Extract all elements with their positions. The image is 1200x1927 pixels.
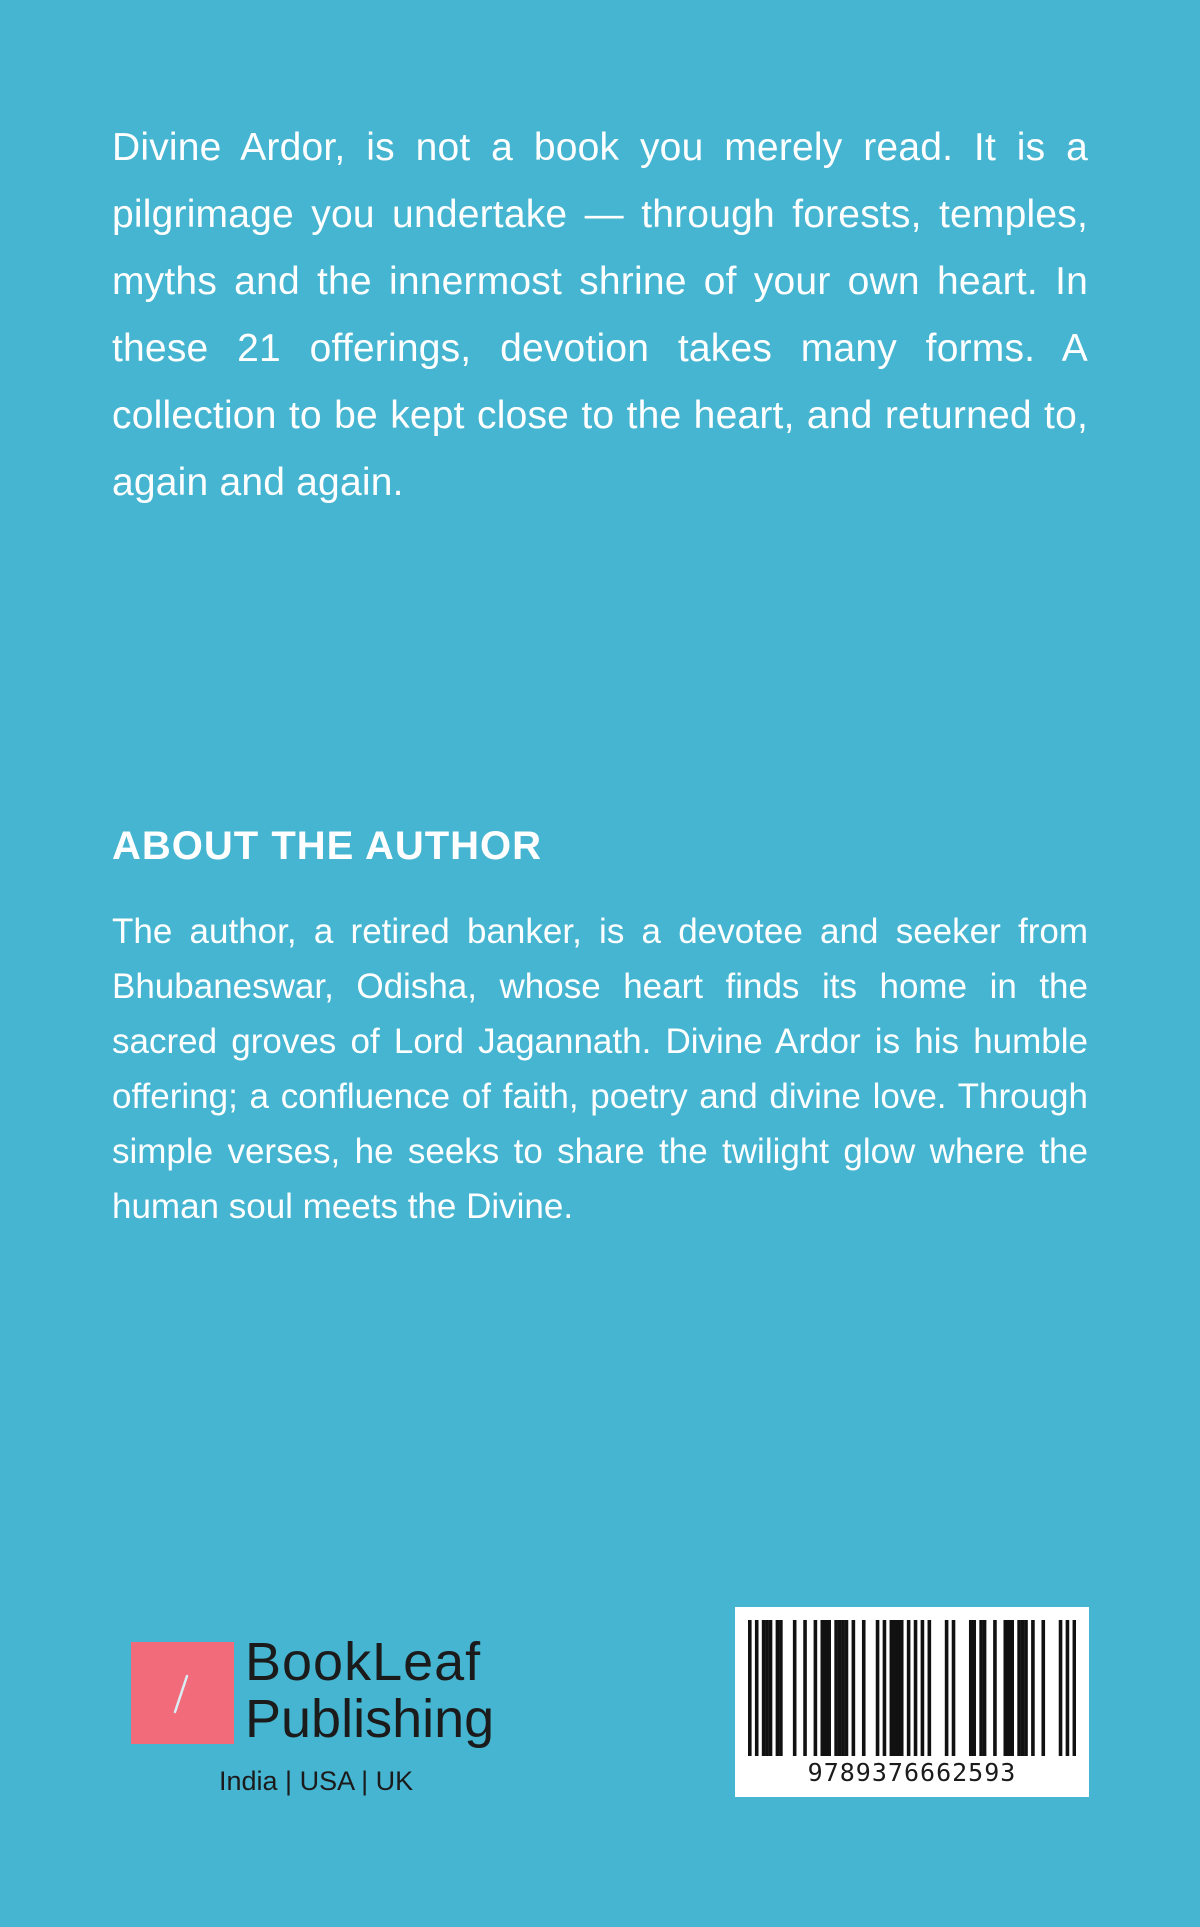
barcode-bar bbox=[814, 1620, 818, 1756]
about-author-heading: ABOUT THE AUTHOR bbox=[112, 824, 543, 868]
barcode-bar bbox=[883, 1620, 887, 1756]
barcode-bar bbox=[969, 1620, 973, 1756]
barcode-bar bbox=[755, 1620, 759, 1756]
barcode-bar bbox=[979, 1620, 983, 1756]
publisher-name-line2: Publishing bbox=[245, 1689, 495, 1749]
barcode-bar bbox=[993, 1620, 997, 1756]
barcode-bar bbox=[769, 1620, 773, 1756]
barcode-bar bbox=[838, 1620, 842, 1756]
barcode-bar bbox=[827, 1620, 831, 1756]
publisher-offices: India | USA | UK bbox=[219, 1766, 414, 1796]
barcode-bar bbox=[779, 1620, 783, 1756]
barcode-bar bbox=[896, 1620, 900, 1756]
barcode-bar bbox=[921, 1620, 925, 1756]
barcode-bar bbox=[1017, 1620, 1021, 1756]
barcode-bar bbox=[1041, 1620, 1045, 1756]
publisher-name-line1: BookLeaf bbox=[245, 1632, 482, 1692]
barcode-bar bbox=[928, 1620, 932, 1756]
barcode-bar bbox=[748, 1620, 752, 1756]
barcode-bar bbox=[972, 1620, 976, 1756]
barcode-bar bbox=[803, 1620, 807, 1756]
barcode-bar bbox=[834, 1620, 838, 1756]
barcode-bar bbox=[762, 1620, 766, 1756]
barcode-bar bbox=[1007, 1620, 1011, 1756]
barcode-bar bbox=[890, 1620, 894, 1756]
barcode-bar bbox=[793, 1620, 797, 1756]
barcode-bar bbox=[907, 1620, 911, 1756]
book-blurb: Divine Ardor, is not a book you merely read. It is a pilgrimage you undertake — through forests, temples, myths and the innermost shrine of your own heart. In these 21 offerings, devotion takes many forms. A collection to be kept close to the heart, and returned to, again and again. bbox=[112, 126, 1088, 504]
barcode-bar bbox=[1003, 1620, 1007, 1756]
barcode-bar bbox=[765, 1620, 769, 1756]
barcode-bar bbox=[983, 1620, 987, 1756]
barcode-bar bbox=[776, 1620, 780, 1756]
isbn-number: 9789376662593 bbox=[807, 1758, 1017, 1787]
barcode-bar bbox=[1024, 1620, 1028, 1756]
barcode-bar bbox=[893, 1620, 897, 1756]
about-author-text: The author, a retired banker, is a devotee and seeker from Bhubaneswar, Odisha, whose heart finds its home in the sacred groves of Lord Jagannath. Divine Ardor is his humble offering; a confluence of faith, poetry and divine love. Through simple verses, he seeks to share the twilight glow where the human soul meets the Divine. bbox=[112, 912, 1088, 1226]
barcode-bar bbox=[1073, 1620, 1076, 1756]
barcode-bar bbox=[876, 1620, 880, 1756]
barcode-bar bbox=[1010, 1620, 1014, 1756]
barcode-bar bbox=[845, 1620, 849, 1756]
barcode-bar bbox=[914, 1620, 918, 1756]
barcode-bar bbox=[945, 1620, 949, 1756]
isbn-barcode bbox=[735, 1607, 1089, 1797]
barcode-bar bbox=[952, 1620, 956, 1756]
barcode-bar bbox=[1059, 1620, 1063, 1756]
barcode-bar bbox=[1031, 1620, 1035, 1756]
barcode-bar bbox=[1066, 1620, 1070, 1756]
barcode-bar bbox=[900, 1620, 904, 1756]
barcode-bar bbox=[1021, 1620, 1025, 1756]
publisher-logo-icon bbox=[131, 1642, 234, 1744]
barcode-bar bbox=[862, 1620, 866, 1756]
barcode-bar bbox=[852, 1620, 856, 1756]
barcode-bar bbox=[841, 1620, 845, 1756]
barcode-bar bbox=[821, 1620, 825, 1756]
barcode-bar bbox=[824, 1620, 828, 1756]
barcode-bars bbox=[748, 1620, 1076, 1756]
leaf-slash-icon bbox=[131, 1642, 234, 1744]
